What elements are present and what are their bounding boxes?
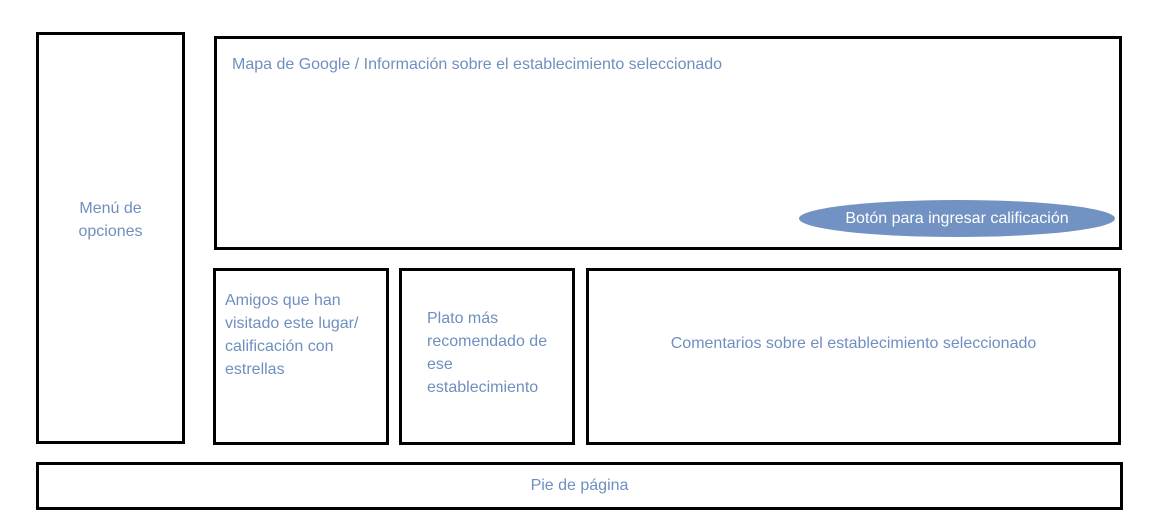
map-info-panel <box>214 36 1122 250</box>
friends-label: Amigos que han visitado este lugar/ calificación con estrellas <box>225 292 359 378</box>
comments-panel <box>586 268 1121 445</box>
comments-label: Comentarios sobre el establecimiento seleccionado <box>670 334 1037 352</box>
options-menu-label: Menú de opciones <box>78 200 143 240</box>
recommended-dish-label: Plato más recomendado de ese establecimiento <box>427 310 548 396</box>
footer-label: Pie de página <box>530 477 629 494</box>
rate-button[interactable]: Botón para ingresar calificación <box>799 200 1115 237</box>
options-menu-panel <box>36 32 185 444</box>
footer-panel <box>36 462 1123 510</box>
map-info-label: Mapa de Google / Información sobre el establecimiento seleccionado <box>232 56 723 73</box>
recommended-dish-panel <box>399 268 575 445</box>
friends-panel <box>213 268 389 445</box>
